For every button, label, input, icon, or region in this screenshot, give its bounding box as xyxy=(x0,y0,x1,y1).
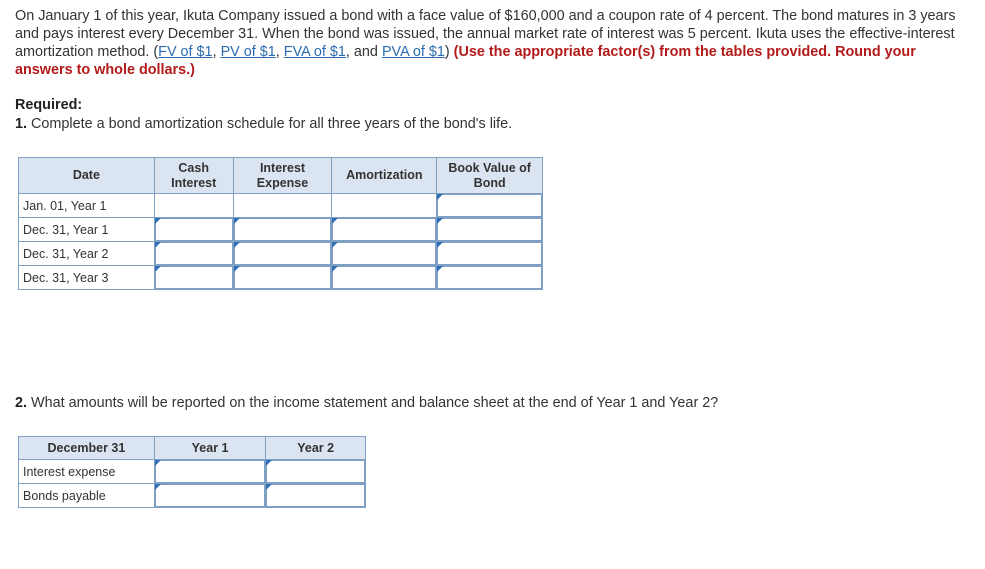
input-marker-icon xyxy=(234,266,240,272)
amortization-cell xyxy=(332,218,437,242)
input-marker-icon xyxy=(234,242,240,248)
interest-expense-input[interactable] xyxy=(234,218,332,241)
row-date-label: Jan. 01, Year 1 xyxy=(19,194,155,218)
amortization-schedule-table xyxy=(18,157,543,290)
year-1-cell xyxy=(154,460,266,484)
cash-interest-input[interactable] xyxy=(155,242,233,265)
input-marker-icon xyxy=(332,218,338,224)
table-header-row xyxy=(19,437,366,460)
input-marker-icon xyxy=(332,242,338,248)
interest-expense-cell xyxy=(233,218,332,242)
cash-interest-cell xyxy=(154,242,233,266)
book-value-input[interactable] xyxy=(437,218,542,241)
fva-link[interactable]: FVA of $1 xyxy=(283,44,346,60)
book-value-cell xyxy=(437,242,543,266)
row-date-label: Dec. 31, Year 3 xyxy=(19,266,155,290)
book-value-cell xyxy=(437,266,543,290)
table-row xyxy=(19,242,543,266)
interest-expense-input[interactable] xyxy=(234,242,332,265)
required-title: Required: xyxy=(15,97,83,113)
pva-link[interactable]: PVA of $1 xyxy=(381,44,445,60)
input-marker-icon xyxy=(266,484,272,490)
separator: , xyxy=(275,44,284,60)
header-book-value: Book Value of Bond xyxy=(437,158,543,194)
question-2 xyxy=(15,395,718,411)
amortization-cell xyxy=(332,266,437,290)
table-row xyxy=(19,484,366,508)
input-marker-icon xyxy=(437,218,443,224)
amortization-input[interactable] xyxy=(332,266,436,289)
row-label-bonds-payable: Bonds payable xyxy=(19,484,155,508)
separator: ) xyxy=(444,44,454,60)
header-year-2: Year 2 xyxy=(266,437,366,460)
input-marker-icon xyxy=(155,266,161,272)
blank-cell xyxy=(332,194,437,218)
report-table xyxy=(18,436,366,508)
book-value-cell xyxy=(437,218,543,242)
header-cash-interest: Cash Interest xyxy=(154,158,233,194)
row-label-interest-expense: Interest expense xyxy=(19,460,155,484)
question-2-text: What amounts will be reported on the income statement and balance sheet at the end of Year 1 and Year 2? xyxy=(27,395,719,411)
input-marker-icon xyxy=(155,242,161,248)
interest-expense-year-1-input[interactable] xyxy=(155,460,266,483)
header-december-31: December 31 xyxy=(19,437,155,460)
book-value-input[interactable] xyxy=(437,242,542,265)
instruction-text: (Use the appropriate factor(s) from the tables provided. Round your answers to whole dollars.) xyxy=(15,44,916,78)
interest-expense-input[interactable] xyxy=(234,266,332,289)
header-amortization: Amortization xyxy=(332,158,437,194)
interest-expense-year-2-input[interactable] xyxy=(266,460,365,483)
cash-interest-cell xyxy=(154,266,233,290)
input-marker-icon xyxy=(437,194,443,200)
question-1-text: Complete a bond amortization schedule for all three years of the bond's life. xyxy=(27,116,513,132)
problem-statement xyxy=(15,7,970,79)
book-value-cell xyxy=(437,194,543,218)
pv-link[interactable]: PV of $1 xyxy=(220,44,276,60)
year-2-cell xyxy=(266,484,366,508)
table-row xyxy=(19,218,543,242)
year-1-cell xyxy=(154,484,266,508)
header-interest-expense: Interest Expense xyxy=(233,158,332,194)
separator: , and xyxy=(345,44,382,60)
interest-expense-cell xyxy=(233,242,332,266)
question-1-number: 1. xyxy=(15,116,28,132)
header-year-1: Year 1 xyxy=(154,437,266,460)
book-value-input[interactable] xyxy=(437,266,542,289)
question-2-number: 2. xyxy=(15,395,28,411)
amortization-cell xyxy=(332,242,437,266)
question-1 xyxy=(15,116,512,132)
input-marker-icon xyxy=(234,218,240,224)
table-row xyxy=(19,266,543,290)
fv-link[interactable]: FV of $1 xyxy=(158,44,213,60)
input-marker-icon xyxy=(155,218,161,224)
input-marker-icon xyxy=(332,266,338,272)
table-header-row xyxy=(19,158,543,194)
intro-text: On January 1 of this year, Ikuta Company issued a bond with a face value of $160,000 and a coupon rate of 4 percent. The bond matures in 3 years and pays interest every December 31. When the bond was issued, the annual market rate of interest was 5 percent. Ikuta uses the effective-interest amortization method. ( xyxy=(15,8,956,60)
input-marker-icon xyxy=(437,242,443,248)
input-marker-icon xyxy=(266,460,272,466)
input-marker-icon xyxy=(155,484,161,490)
header-date: Date xyxy=(19,158,155,194)
input-marker-icon xyxy=(437,266,443,272)
row-date-label: Dec. 31, Year 2 xyxy=(19,242,155,266)
amortization-input[interactable] xyxy=(332,218,436,241)
bonds-payable-year-2-input[interactable] xyxy=(266,484,365,507)
book-value-input[interactable] xyxy=(437,194,542,217)
table-row xyxy=(19,460,366,484)
interest-expense-cell xyxy=(233,266,332,290)
table-row xyxy=(19,194,543,218)
bonds-payable-year-1-input[interactable] xyxy=(155,484,266,507)
row-date-label: Dec. 31, Year 1 xyxy=(19,218,155,242)
cash-interest-input[interactable] xyxy=(155,218,233,241)
separator: , xyxy=(212,44,221,60)
blank-cell xyxy=(154,194,233,218)
input-marker-icon xyxy=(155,460,161,466)
year-2-cell xyxy=(266,460,366,484)
cash-interest-input[interactable] xyxy=(155,266,233,289)
cash-interest-cell xyxy=(154,218,233,242)
amortization-input[interactable] xyxy=(332,242,436,265)
blank-cell xyxy=(233,194,332,218)
